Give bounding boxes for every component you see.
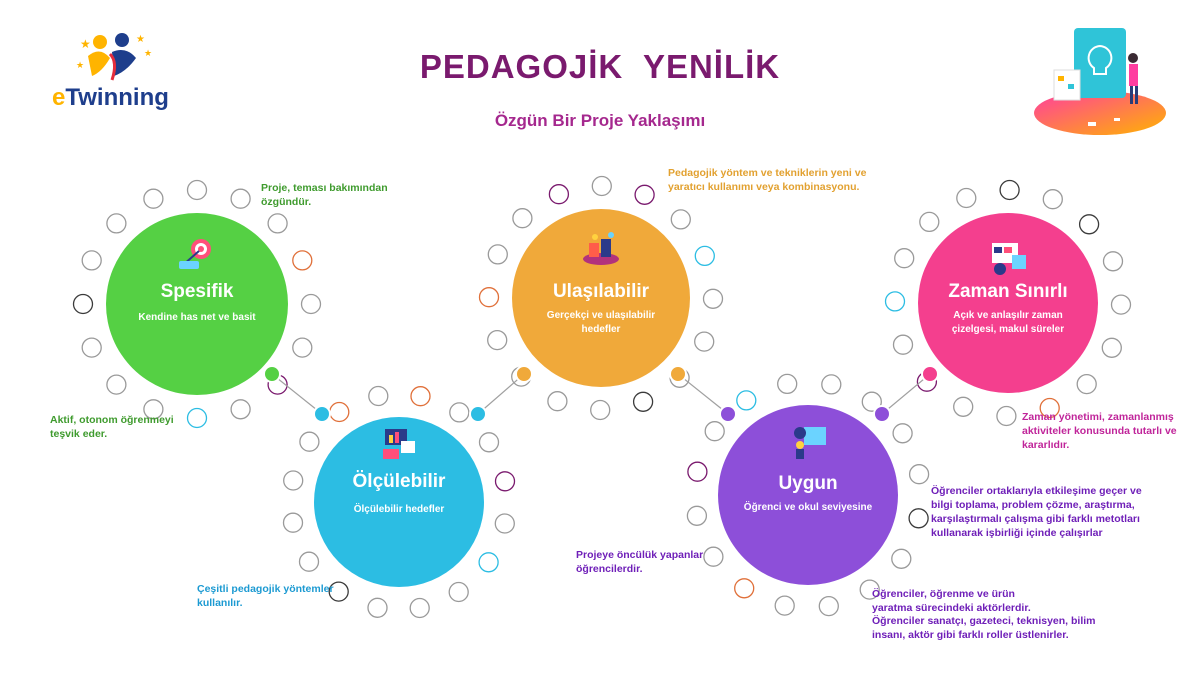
page-title: PEDAGOJİK YENİLİK [419, 48, 781, 85]
ring-dot [822, 375, 841, 394]
goal-description: Ölçülebilir hedefler [353, 504, 445, 515]
svg-text:★: ★ [144, 48, 153, 58]
ring-dot [302, 295, 321, 314]
note-uygun-bottom-1: Öğrenciler, öğrenme ve ürün yaratma sürecindeki aktörlerdir. [872, 588, 1031, 614]
ring-dot [957, 189, 976, 208]
goal-title: Uygun [778, 473, 838, 494]
achievement-icon [581, 231, 621, 267]
connector-dot [922, 366, 938, 382]
ring-dot [893, 424, 912, 443]
goal-olculebilir [314, 417, 484, 587]
logo-twinning: Twinning [65, 84, 169, 111]
goal-title: Zaman Sınırlı [948, 281, 1068, 302]
note-uygun-right: Öğrenciler ortaklarıyla etkileşime geçer ve bilgi toplama, problem çözme, araştırma, karşılaştırmalı çalışma gibi farklı metotları kullanarak işbirliği içinde çalışırlar [931, 485, 1142, 539]
chart-icon [379, 427, 419, 463]
goal-spesifik [106, 213, 288, 395]
ring-dot [480, 433, 499, 452]
note-uygun-left: Projeye öncülük yapanlar öğrencilerdir. [576, 549, 704, 575]
ring-dot [1043, 190, 1062, 209]
connector-line [882, 374, 930, 414]
ring-dot [671, 210, 690, 229]
ring-dot [369, 387, 388, 406]
ring-dot [1077, 375, 1096, 394]
goal-zaman-sinirli [918, 213, 1098, 393]
ring-dot [82, 251, 101, 270]
ring-dot [920, 212, 939, 231]
ring-dot [144, 189, 163, 208]
connector-line [678, 374, 728, 414]
ring-dot [592, 177, 611, 196]
note-spesifik-bottom: Aktif, otonom öğrenmeyi teşvik eder. [50, 414, 174, 440]
goal-uygun [718, 405, 898, 585]
connector-dot [264, 366, 280, 382]
connector-dot [670, 366, 686, 382]
connector-dot [874, 406, 890, 422]
connector-dot [516, 366, 532, 382]
ring-dot [778, 374, 797, 393]
ring-dot [284, 513, 303, 532]
note-spesifik-top: Proje, teması bakımından özgündür. [261, 182, 388, 208]
note-olculebilir-bottom: Çeşitli pedagojik yöntemler kullanılır. [197, 583, 334, 609]
goal-title: Ölçülebilir [352, 471, 446, 492]
ring-dot [997, 407, 1016, 426]
ring-dot [1102, 338, 1121, 357]
note-ulasilabilir-top: Pedagojik yöntem ve tekniklerin yeni ve yaratıcı kullanımı veya kombinasyonu. [668, 167, 867, 193]
connector-line [478, 374, 524, 414]
logo-e: e [52, 84, 66, 111]
ring-dot [82, 338, 101, 357]
ring-dot [688, 462, 707, 481]
ring-dot [892, 549, 911, 568]
student-icon [788, 425, 828, 461]
ring-dot [368, 598, 387, 617]
ring-dot [1112, 295, 1131, 314]
ring-dot [1104, 252, 1123, 271]
ring-dot [687, 506, 706, 525]
note-uygun-bottom-2: Öğrenciler sanatçı, gazeteci, teknisyen, bilim insanı, aktör gibi farklı roller üstlenirler. [872, 615, 1096, 641]
ring-dot [909, 509, 928, 528]
ring-dot [488, 245, 507, 264]
svg-text:★: ★ [80, 37, 91, 51]
ring-dot [480, 288, 499, 307]
ring-dot [695, 246, 714, 265]
goal-title: Ulaşılabilir [552, 281, 650, 302]
ring-dot [513, 209, 532, 228]
ring-dot [495, 514, 514, 533]
ring-dot [411, 387, 430, 406]
ring-dot [634, 392, 653, 411]
ring-dot [704, 289, 723, 308]
ring-dot [705, 422, 724, 441]
goal-description: Gerçekçi ve ulaşılabilir hedefler [546, 310, 656, 335]
ring-dot [410, 599, 429, 618]
ring-dot [894, 335, 913, 354]
ring-dot [819, 597, 838, 616]
target-icon [177, 235, 217, 271]
ring-dot [107, 375, 126, 394]
ring-dot [284, 471, 303, 490]
ring-dot [735, 579, 754, 598]
goal-description: Kendine has net ve basit [138, 312, 256, 323]
svg-text:★: ★ [76, 60, 85, 70]
ring-dot [330, 403, 349, 422]
ring-dot [107, 214, 126, 233]
logo-text [52, 84, 169, 112]
ring-dot [479, 553, 498, 572]
ring-dot [293, 251, 312, 270]
ring-dot [635, 185, 654, 204]
ring-dot [548, 392, 567, 411]
ring-dot [300, 432, 319, 451]
ring-dot [74, 295, 93, 314]
ring-dot [496, 472, 515, 491]
ring-dot [549, 185, 568, 204]
calendar-icon [988, 241, 1028, 277]
ring-dot [886, 292, 905, 311]
ring-dot [1000, 181, 1019, 200]
goal-ulasilabilir [512, 209, 690, 387]
note-zaman-bottom: Zaman yönetimi, zamanlanmış aktiviteler konusunda tutarlı ve kararlıdır. [1022, 411, 1177, 451]
ring-dot [450, 403, 469, 422]
ring-dot [591, 401, 610, 420]
ring-dot [775, 596, 794, 615]
ring-dot [188, 181, 207, 200]
ring-dot [293, 338, 312, 357]
ring-dot [695, 332, 714, 351]
ring-dot [737, 391, 756, 410]
ring-dot [449, 583, 468, 602]
goal-title: Spesifik [160, 281, 234, 302]
ring-dot [488, 331, 507, 350]
ring-dot [954, 397, 973, 416]
page-subtitle: Özgün Bir Proje Yaklaşımı [494, 111, 706, 130]
ring-dot [300, 552, 319, 571]
idea-illustration-icon [1030, 18, 1170, 138]
connector-dot [470, 406, 486, 422]
ring-dot [231, 189, 250, 208]
connector-dot [314, 406, 330, 422]
ring-dot [895, 249, 914, 268]
connector-dot [720, 406, 736, 422]
ring-dot [231, 400, 250, 419]
ring-dot [1080, 215, 1099, 234]
ring-dot [268, 214, 287, 233]
ring-dot [910, 465, 929, 484]
svg-text:★: ★ [136, 34, 145, 45]
goal-description: Açık ve anlaşılır zaman çizelgesi, makul süreler [951, 310, 1065, 335]
goal-description: Öğrenci ve okul seviyesine [743, 502, 873, 513]
